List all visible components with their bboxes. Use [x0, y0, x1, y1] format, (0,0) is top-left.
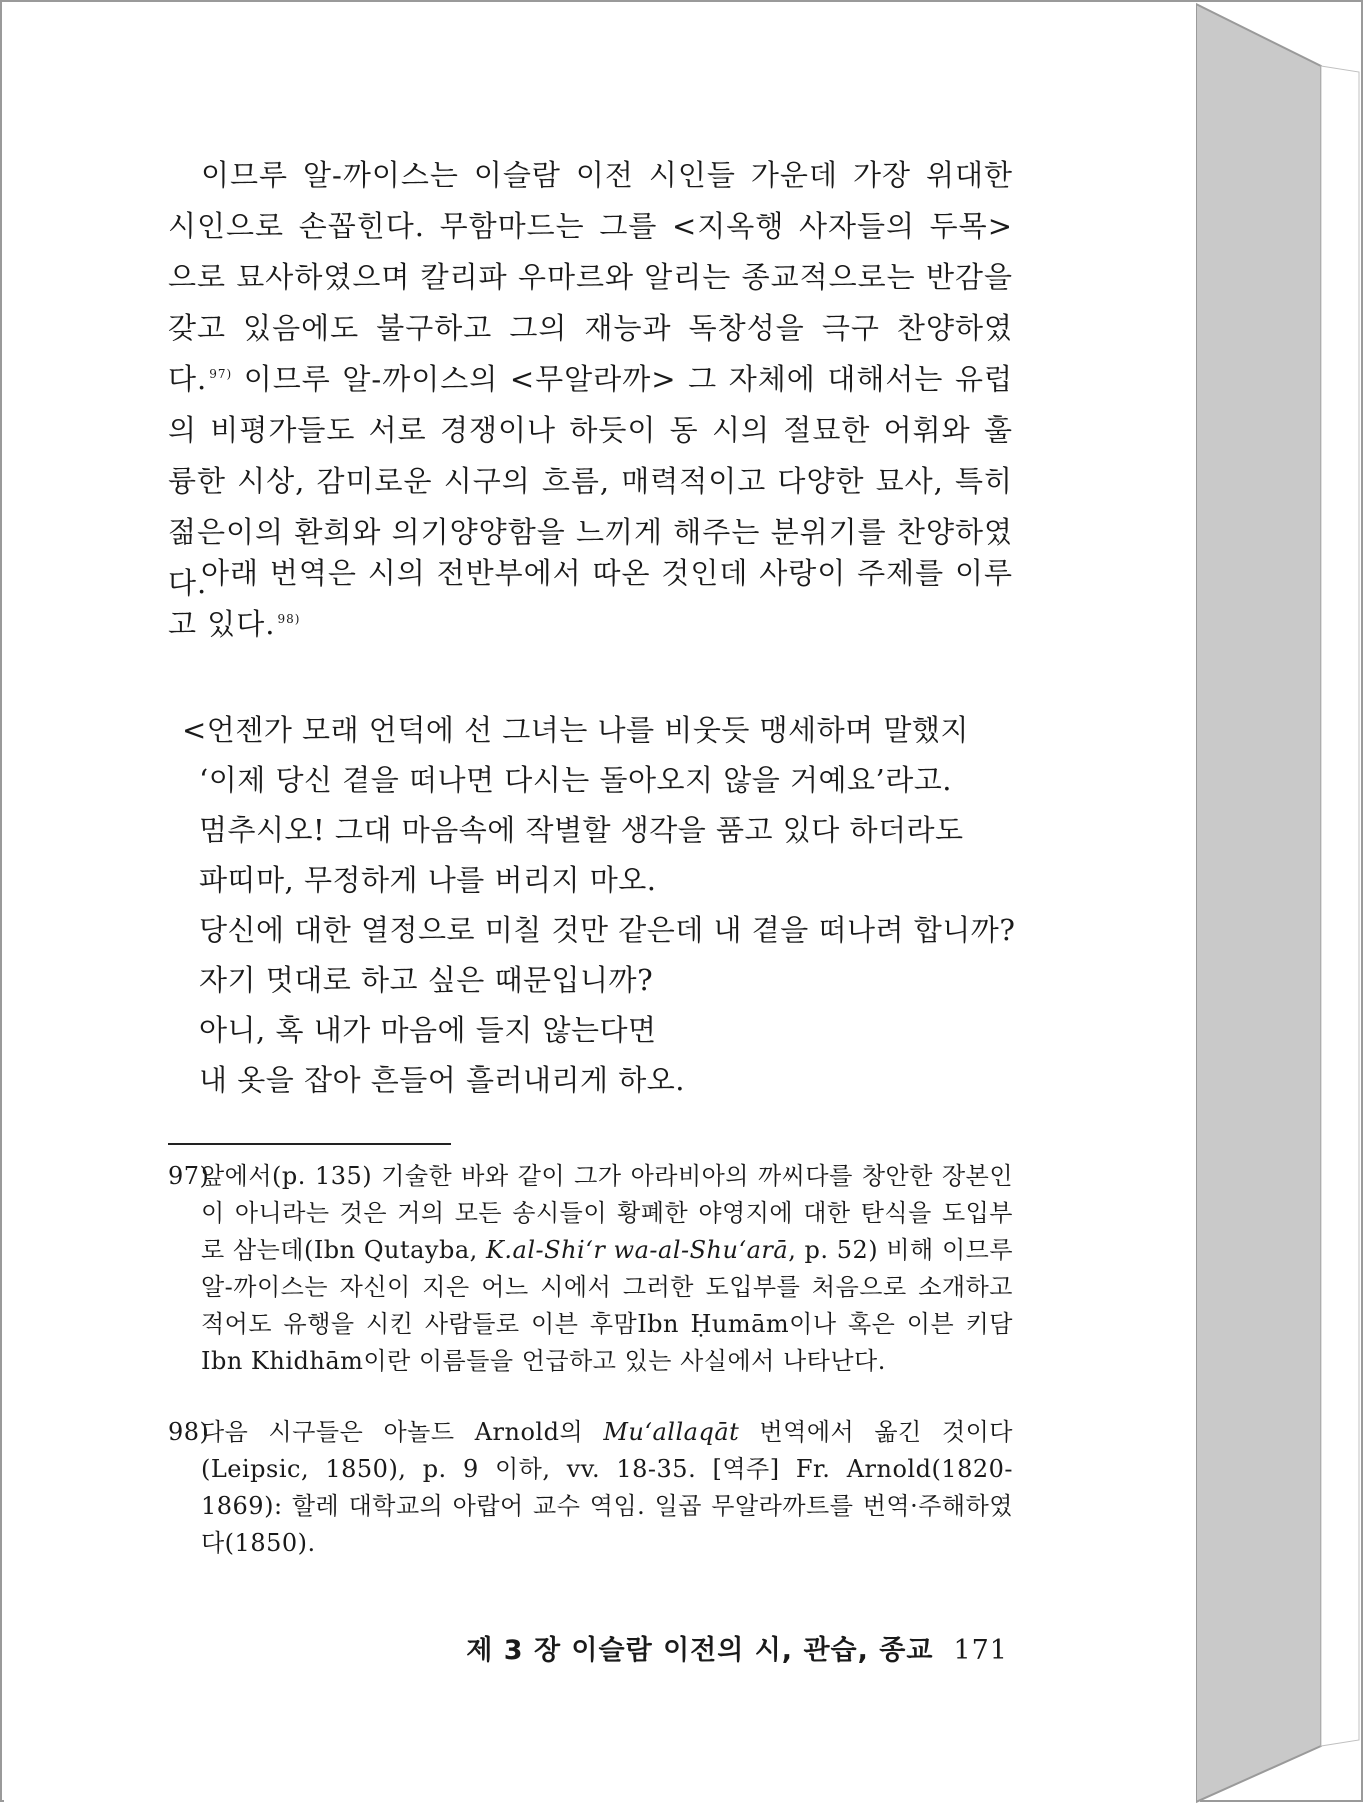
page-number: 171: [953, 1635, 1008, 1666]
footnote-text: 앞에서(p. 135) 기술한 바와 같이 그가 아라비아의 까씨다를 창안한 장본인이 아니라는 것은 거의 모든 송시들이 황폐한 야영지에 대한 탄식을 도입부로 삼는데(Ibn Qutayba, K.al-Shi‘r wa-al-Shu‘arā, p. 52) 비해 이므루 알-까이스는 자신이 지은 어느 시에서 그러한 도입부를 처음으로 소개하고 적어도 유행을 시킨 사람들로 이븐 후맘Ibn Ḥumām이나 혹은 이븐 키담Ibn Khidhām이란 이름들을 언급하고 있는 사실에서 나타난다.: [201, 1162, 1013, 1375]
page-edge-shadow: [1196, 0, 1363, 1806]
footnote-ref-98: 98): [277, 612, 301, 627]
poem-line: ‘이제 당신 곁을 떠나면 다시는 돌아오지 않을 거예요’라고.: [199, 763, 953, 797]
poem-line: 아니, 혹 내가 마음에 들지 않는다면: [199, 1013, 657, 1047]
footnote-text: 다음 시구들은 아놀드 Arnold의 Mu‘allaqāt 번역에서 옮긴 것이다(Leipsic, 1850), p. 9 이하, vv. 18-35. [역주] Fr. Arnold(1820-1869): 할레 대학교의 아랍어 교수 역임. 일곱 무알라까트를 번역·주해하였다(1850).: [201, 1418, 1013, 1557]
poem-line: 내 옷을 잡아 흔들어 흘러내리게 하오.: [199, 1063, 686, 1097]
body-paragraph-2: 아래 번역은 시의 전반부에서 따온 것인데 사랑이 주제를 이루고 있다. $^{98)}$: [168, 556, 1013, 641]
footnote-divider: [168, 1143, 451, 1145]
poem-block: [182, 705, 1015, 1105]
body-paragraph-1: 이므루 알-까이스는 이슬람 이전 시인들 가운데 가장 위대한 시인으로 손꼽힌다. 무함마드는 그를 <지옥행 사자들의 두목>으로 묘사하였으며 칼리파 우마르와 알리는 종교적으로는 반감을 갖고 있음에도 불구하고 그의 재능과 독창성을 극구 찬양하였다. $^{97)}$ 이므루 알-까이스의 <무알라까> 그 자체에 대해서는 유럽의 비평가들도 서로 경쟁이나 하듯이 동 시의 절묘한 어휘와 훌륭한 시상, 감미로운 시구의 흐름, 매력적이고 다양한 묘사, 특히 젊은이의 환희와 의기양양함을 느끼게 해주는 분위기를 찬양하였다.: [168, 158, 1013, 600]
poem-line: 파띠마, 무정하게 나를 버리지 마오.: [199, 863, 657, 897]
running-footer: [168, 1628, 1008, 1667]
poem-line: 자기 멋대로 하고 싶은 때문입니까?: [199, 963, 654, 997]
footnote-number: 98): [168, 1418, 210, 1446]
poem-line: 멈추시오! 그대 마음속에 작별할 생각을 품고 있다 하더라도: [199, 813, 964, 847]
poem-line: <언젠가 모래 언덕에 선 그녀는 나를 비웃듯 맹세하며 말했지: [182, 713, 969, 747]
footnote-97: [168, 1158, 1013, 1380]
poem-line: 당신에 대한 열정으로 미칠 것만 같은데 내 곁을 떠나려 합니까?: [199, 913, 1016, 947]
footnote-98: [168, 1414, 1013, 1562]
chapter-title: 제 3 장 이슬람 이전의 시, 관습, 종교: [466, 1635, 934, 1666]
footnote-ref-97: 97): [209, 367, 233, 382]
footnote-number: 97): [168, 1162, 210, 1190]
